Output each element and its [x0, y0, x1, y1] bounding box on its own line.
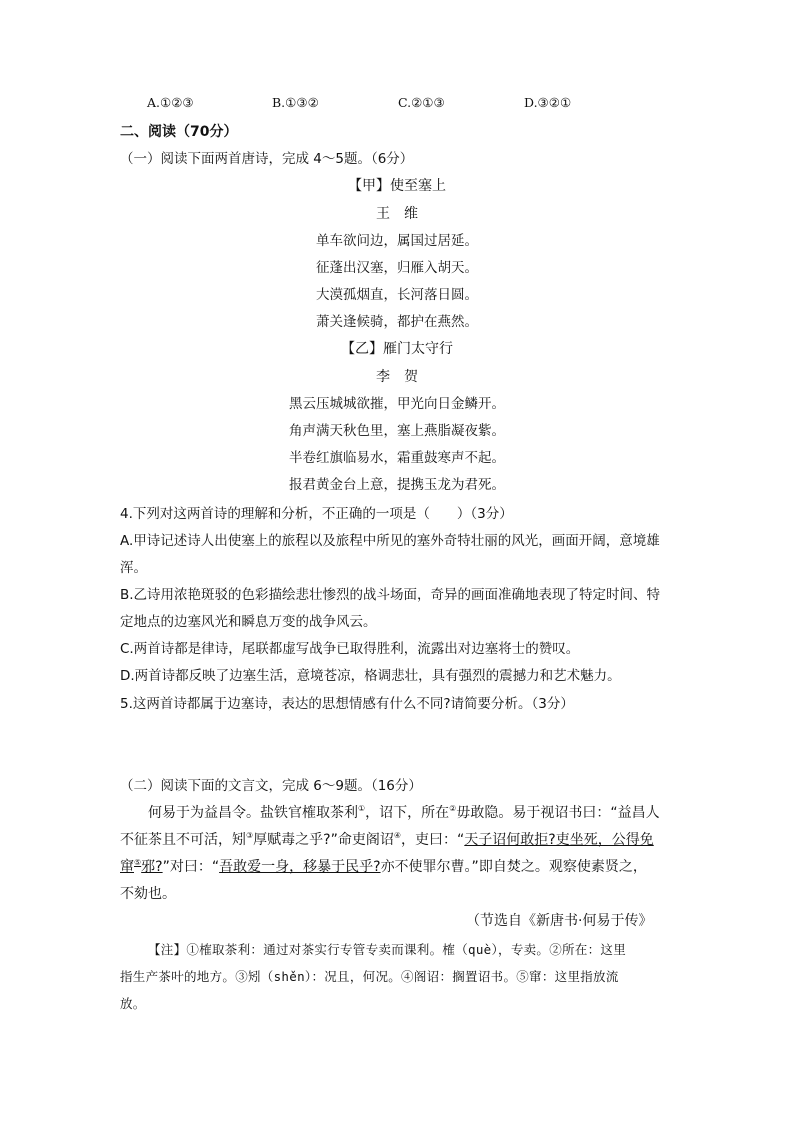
- q4-option-a: A.甲诗记述诗人出使塞上的旅程以及旅程中所见的塞外奇特壮丽的风光，画面开阔，意境雄: [120, 533, 660, 549]
- poem2-line: 报君黄金台上意，提携玉龙为君死。: [289, 477, 505, 493]
- underlined-sentence-2: 吾敢爱一身，移暴于民乎?: [219, 859, 381, 875]
- poem1-title: 【甲】使至塞上: [348, 178, 446, 194]
- poem2-line: 半卷红旗临易水，霜重鼓寒声不起。: [289, 450, 505, 466]
- passage-line-2: 不征茶且不可活，矧③厚赋毒之乎?”命吏阁诏④，吏曰：“天子诏何敢拒?吏坐死，公得免: [120, 831, 654, 848]
- passage-line-3: 窜⑤邪?”对曰：“吾敢爱一身，移暴于民乎?亦不使罪尔曹。”即自焚之。观察使素贤之，: [120, 858, 647, 875]
- choice-a: A.①②③: [147, 95, 194, 110]
- section-title: 二、阅读（70分）: [120, 124, 238, 140]
- note-line-3: 放。: [120, 996, 146, 1011]
- poem1-author: 王 维: [376, 206, 418, 222]
- choice-c: C.②①③: [398, 95, 445, 110]
- poem1-line: 萧关逢候骑，都护在燕然。: [316, 314, 478, 330]
- q4-option-d: D.两首诗都反映了边塞生活，意境苍凉，格调悲壮，具有强烈的震撼力和艺术魅力。: [120, 668, 621, 684]
- poem1-line: 大漠孤烟直，长河落日圆。: [316, 287, 478, 303]
- poem1-line: 征蓬出汉塞，归雁入胡天。: [316, 260, 478, 276]
- passage-line-4: 不劾也。: [120, 886, 176, 902]
- poem2-author: 李 贺: [376, 369, 418, 385]
- note-line-1: 【注】①榷取茶利：通过对茶实行专管专卖而课利。榷（què），专卖。②所在：这里: [148, 942, 627, 957]
- q4-option-b: B.乙诗用浓艳斑驳的色彩描绘悲壮惨烈的战斗场面，奇异的画面准确地表现了特定时间、特: [120, 587, 661, 603]
- poem2-title: 【乙】雁门太守行: [341, 341, 453, 357]
- q4-stem: 4.下列对这两首诗的理解和分析，不正确的一项是（ ）（3分）: [120, 506, 513, 522]
- part2-intro: （二）阅读下面的文言文，完成 6～9题。（16分）: [120, 778, 422, 794]
- choice-d: D.③②①: [524, 95, 572, 110]
- poem1-line: 单车欲问边，属国过居延。: [316, 233, 478, 249]
- poem2-line: 角声满天秋色里，塞上燕脂凝夜紫。: [289, 423, 505, 439]
- poem2-line: 黑云压城城欲摧，甲光向日金鳞开。: [289, 396, 505, 412]
- part1-intro: （一）阅读下面两首唐诗，完成 4～5题。（6分）: [120, 151, 414, 167]
- q5-stem: 5.这两首诗都属于边塞诗，表达的思想情感有什么不同?请简要分析。（3分）: [120, 696, 574, 712]
- q4-option-a-cont: 浑。: [120, 560, 147, 576]
- passage-source: （节选自《新唐书·何易于传》: [466, 913, 653, 929]
- passage-line-1: 何易于为益昌令。盐铁官榷取茶利①，诏下，所在②毋敢隐。易于视诏书曰：“益昌人: [148, 804, 660, 821]
- note-line-2: 指生产茶叶的地方。③矧（shěn）：况且，何况。④阁诏：搁置诏书。⑤窜：这里指放流: [120, 969, 619, 984]
- q4-option-c: C.两首诗都是律诗，尾联都虚写战争已取得胜利，流露出对边塞将士的赞叹。: [120, 641, 580, 657]
- q4-option-b-cont: 定地点的边塞风光和瞬息万变的战争风云。: [120, 614, 377, 630]
- underlined-sentence-1: 天子诏何敢拒?吏坐死，公得免: [464, 832, 654, 848]
- choice-b: B.①③②: [272, 95, 319, 110]
